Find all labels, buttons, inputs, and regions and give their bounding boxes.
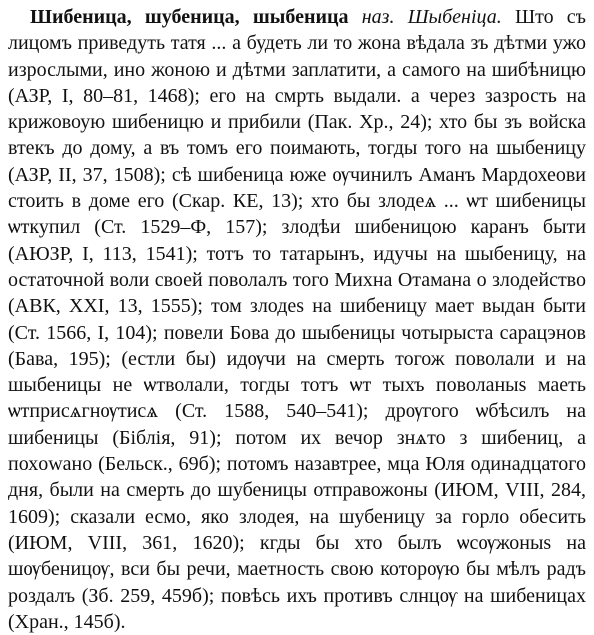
dictionary-entry <box>8 4 586 635</box>
entry-headword: Шибеница, шубеница, шыбеница <box>30 6 349 28</box>
modern-form: Шыбеніца. <box>407 6 502 28</box>
entry-body: Што съ лицомъ приведуть татя ... а будеть ли то жона вѣдала зъ дѣтми ужо изрослыми, ино жоною и дѣтми заплатити, а самого на шибѣницю (АЗР, I, 80–81, 1468); его на смрть выдали. а через зазрость на крижовоую шибеницю и прибили (Пак. Хр., 24); хто бы зъ войска втекъ до дому, а въ томъ его поимають, тогды того на шыбеницу (АЗР, II, 37, 1508); сѣ шибеница юже ѹчинилъ Аманъ Мардохеови стоить в доме его (Скар. КЕ, 13); хто бы злодеѧ ... ѡт шибеницы ѡткупил (Ст. 1529–Ф, 157); злодѣи шибеницою каранъ быти (АЮЗР, I, 113, 1541); тотъ то татарынъ, идучы на шыбеницу, на остаточной воли своей поволалъ того Михна Отамана о злодейство (АВК, XXI, 13, 1555); том злодеѕ на шибеницу мает выдан быти (Ст. 1566, I, 104); повели Бова до шыбеницы чотырыста сарацэнов (Бава, 195); (естли бы) идѹчи на смерть тогож поволали и на шыбеницы не ѡтволали, тогды тотъ ѡт тыхъ поволаныѕ маеть ѡтприсѧгнѹтисѧ (Ст. 1588, 540–541); дрѹгого ѡбѣсилъ на шибеницы (Біблія, 91); потом их вечор знѧто з шибениц, а похowано (Бельск., 69б); потомъ назавтрее, мца Юля одинадцатого дня, были на смерть до шубеницы отправожоны (ИЮМ, VIII, 284, 1609); сказали есмо, яко злодея, на шубеницу за горло обесить (ИЮМ, VIII, 361, 1620); кгды бы хто былъ ѡсѹжоныѕ на шѹбеницѹ, вси бы речи, маетность свою которѹю бы мѣлъ радъ роздалъ (Зб. 259, 459б); повѣсь ихъ противъ слнцѹ на шибеницах (Хран., 145б). <box>8 6 587 633</box>
grammar-label: наз. <box>361 6 395 28</box>
